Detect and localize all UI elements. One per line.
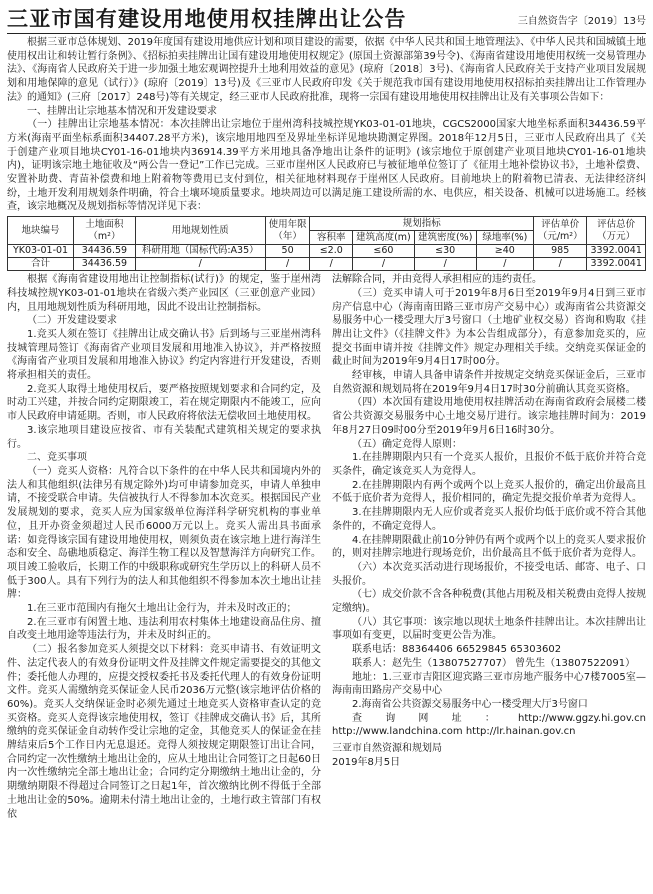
left-column-paragraph: 二、竞买事项 bbox=[27, 452, 87, 464]
cell-parcel-no: 合计 bbox=[8, 258, 74, 271]
right-column-paragraph: 查询网址：http://www.ggzy.hi.gov.cn http://www.landchina.com http://lr.hainan.gov.cn bbox=[332, 712, 646, 738]
cell-green: / bbox=[476, 258, 534, 271]
issuing-organization: 三亚市自然资源和规划局 bbox=[332, 743, 442, 755]
left-column-paragraph: 1.在三亚市范围内有拖欠土地出让金行为，并未及时改正的； bbox=[27, 603, 297, 615]
full-width-section bbox=[7, 36, 646, 271]
right-column-paragraph: （七）成交价款不含各种税费(其他占用税及相关税费由竞得人按规定缴纳)。 bbox=[332, 589, 646, 615]
section-heading: 一、挂牌出让宗地基本情况和开发建设要求 bbox=[27, 105, 217, 117]
cell-density: / bbox=[414, 258, 476, 271]
table-row bbox=[8, 258, 646, 271]
left-column-paragraph: （一）竞买人资格：凡符合以下条件的在中华人民共和国境内外的法人和其他组织(法律另有规定除外)均可申请参加竞买，申请人单独申请，不接受联合申请。失信被执行人不得参加本次竞买。根据国民产业发展规划的要求，竞买人应为国家级单位海洋科学研究机构的事业单位，且开办资金须超过人民币6000万元以上。竞买人需出具书面承诺：如竞得该宗国有建设用地使用权，则须负责在该宗地上进行海洋生态和安全、岛礁地质稳定、海洋生物工程以及智慧海洋方向研究工作。项目竣工验收后，长期工作的中级职称或研究生学历以上的科研人员不低于300人。具有下列行为的法人和其他组织不得参加本次土地出让挂牌： bbox=[7, 465, 321, 601]
header-unit-price-label: 评估单价 bbox=[541, 218, 580, 230]
cell-area: 34436.59 bbox=[74, 245, 136, 258]
left-column bbox=[7, 273, 321, 821]
right-column-paragraph: 经审核，申请人具备申请条件并按规定交纳竞买保证金后，三亚市自然资源和规划局将在2019年9月4日17时30分前确认其竞买资格。 bbox=[332, 370, 646, 395]
left-column-paragraph: 3.该宗地项目建设应按省、市有关装配式建筑相关规定的要求执行。 bbox=[7, 424, 321, 450]
right-column-paragraph: 1.在挂牌期限内只有一个竞买人报价，且报价不低于底价并符合竞买条件，确定该竞买人为竞得人。 bbox=[332, 452, 646, 477]
cell-height: / bbox=[353, 258, 415, 271]
cell-land-use: 科研用地（国标代码:A35） bbox=[135, 245, 265, 258]
cell-far: ≤2.0 bbox=[310, 245, 353, 258]
cell-unit-price: 985 bbox=[534, 245, 587, 258]
document-number: 三自然资告字〔2019〕13号 bbox=[517, 16, 646, 27]
right-column-paragraph: 3.在挂牌期限内无人应价或者竞买人报价均低于底价或不符合其他条件的，不确定竞得人。 bbox=[332, 507, 646, 532]
header-green: 绿地率(%) bbox=[476, 231, 534, 245]
cell-far: / bbox=[310, 258, 353, 271]
right-column-paragraph: （六）本次竞买活动进行现场报价，不接受电话、邮寄、电子、口头报价。 bbox=[332, 561, 646, 587]
parcel-table bbox=[7, 216, 646, 271]
header-far: 容积率 bbox=[310, 231, 353, 245]
left-column-paragraph: 根据《海南省建设用地出让控制指标(试行)》的规定，鉴于崖州湾科技城控规YK03-01-01地块在省级六类产业园区（三亚创意产业园）内，且用地规划性质为科研用地，因此不设出让控制指标。 bbox=[7, 274, 321, 313]
header-height: 建筑高度(m) bbox=[353, 231, 415, 245]
notice-header bbox=[7, 3, 646, 34]
cell-term: 50 bbox=[265, 245, 310, 258]
left-column-paragraph: （二）报名参加竞买人须提交以下材料：竞买申请书、有效证明文件、法定代表人的有效身份证明文件及挂牌文件规定需要提交的其他文件；委托他人办理的，应提交授权委托书及委托代理人的有效身份证明文件。竞买人需缴纳竞买保证金人民币2036万元整(该宗地评估价格的60%)。竞买人交纳保证金时必须先通过土地竞买人资格审查认定的竞买资格。竞买人竞得该宗地使用权，签订《挂牌成交确认书》后，其所缴纳的竞买保证金自动转作受让宗地的定金，其他竞买人的保证金在挂牌结束后5个工作日内无息退还。竞得人须按规定期限签订出让合同，合同约定一次性缴纳土地出让金的，应从土地出让合同签订之日起60日内一次性缴纳完全部土地出让金；合同约定分期缴纳土地出让金的，分期缴纳期限不得超过合同签订之日起1年，首次缴纳比例不得低于全部土地出让金的50%。逾期未付清土地出让金的，土地行政主管部门有权依 bbox=[7, 644, 321, 820]
right-column-paragraph: （五）确定竞得人原则： bbox=[352, 438, 462, 450]
right-column bbox=[332, 273, 646, 821]
cell-total-price: 3392.0041 bbox=[587, 245, 646, 258]
notice-title: 三亚市国有建设用地使用权挂牌出让公告 bbox=[7, 7, 407, 31]
header-total-price bbox=[587, 217, 646, 245]
right-column-paragraph: 2.海南省公共资源交易服务中心一楼受理大厅3号窗口 bbox=[352, 698, 588, 710]
header-term-label: 使用年限 bbox=[268, 218, 307, 230]
header-unit-price-unit: （元/m²） bbox=[537, 230, 583, 242]
table-header-row bbox=[8, 217, 646, 231]
subsection-heading: （一）挂牌出让宗地基本情况： bbox=[27, 119, 170, 131]
right-column-paragraph: 联系人：赵先生（13807527707） 曾先生（13807522091） bbox=[352, 657, 636, 669]
header-term-unit: （年） bbox=[273, 230, 302, 242]
right-column-paragraph: （八）其它事项：该宗地以现状土地条件挂牌出让。本次挂牌出让事项如有变更，以届时变更公告为准。 bbox=[332, 616, 646, 642]
right-column-paragraph: 联系电话：88364406 66529845 65303602 bbox=[352, 644, 562, 656]
cell-area: 34436.59 bbox=[74, 258, 136, 271]
cell-density: ≤30 bbox=[414, 245, 476, 258]
two-column-body bbox=[7, 273, 646, 821]
header-area-unit: （m²） bbox=[88, 230, 121, 242]
right-column-paragraph: （四）本次国有建设用地使用权挂牌活动在海南省政府会展楼二楼省公共资源交易服务中心土地交易厅进行。该宗地挂牌时间为：2019年8月27日09时00分至2019年9月6日16时30分。 bbox=[332, 397, 646, 436]
issue-date: 2019年8月5日 bbox=[332, 756, 401, 768]
right-column-paragraph: （三）竞买申请人可于2019年8月6日至2019年9月4日到三亚市房产信息中心（海南南田路三亚市房产交易中心）或海南省公共资源交易服务中心一楼受理大厅3号窗口（土地矿业权交易）咨询和购取《挂牌出让文件》（《挂牌文件》为本公告组成部分），有意参加竞买的，应提交书面申请并按《挂牌文件》规定办理相关手续。交纳竞买保证金的截止时间为2019年9月4日17时00分。 bbox=[332, 287, 646, 368]
subsection-text: 本次挂牌出让宗地位于崖州湾科技城控规YK03-01-01地块，CGCS2000国家大地坐标系面积34436.59平方米(海南平面坐标系面积34407.28平方米)，该宗地用地四至及界址坐标详见地块勘测定界图。2018年12月5日，三亚市人民政府出具了《关于创建产业项目地块CY01-16-01地块内36914.39平方米用地具备净地出让条件的证明》(该宗地位于原创建产业项目地块CY01-16-01地块内)，证明该宗地土地征收及“两公告一登记”工作已完成。三亚市崖州区人民政府已与被征地单位签订了《征用土地补偿协议书》，土地补偿费、安置补助费、青苗补偿费和地上附着物等费用已支付到位，相关征地材料现存于崖州区人民政府。目前地块上的附着物已清表、无法律经济纠纷，土地开发利用规划条件明确，符合土壤环境质量要求。地块周边可以满足施工建设所需的水、电供应，相关设备、机械可以进场施工。经核查，该宗地概况及规划指标等情况详见下表： bbox=[7, 119, 646, 213]
table-row bbox=[8, 245, 646, 258]
right-column-paragraph: 4.在挂牌期限截止前10分钟仍有两个或两个以上的竞买人要求报价的，则对挂牌宗地进行现场竞价，出价最高且不低于底价者为竞得人。 bbox=[332, 534, 646, 560]
left-column-paragraph: 1.竞买人须在签订《挂牌出让成交确认书》后到场与三亚崖州湾科技城管理局签订《海南省产业项目发展和用地准入协议》，并严格按照《海南省产业项目发展和用地准入协议》约定内容进行开发建设，否则将承担相关的责任。 bbox=[7, 328, 321, 382]
header-unit-price bbox=[534, 217, 587, 245]
cell-land-use: / bbox=[135, 258, 265, 271]
right-column-paragraph: 地址：1.三亚市吉阳区迎宾路三亚市房地产服务中心7楼7005室—海南南田路房产交易中心 bbox=[332, 671, 646, 697]
header-term bbox=[265, 217, 310, 245]
header-parcel-no: 地块编号 bbox=[8, 217, 74, 245]
header-area-label: 土地面积 bbox=[85, 218, 124, 230]
cell-parcel-no: YK03-01-01 bbox=[8, 245, 74, 258]
cell-total-price: 3392.0041 bbox=[587, 258, 646, 271]
header-total-price-label: 评估总价 bbox=[597, 218, 636, 230]
right-column-paragraph: 法解除合同，并由竞得人承担相应的违约责任。 bbox=[332, 274, 542, 286]
signature-block bbox=[332, 742, 646, 769]
header-density: 建筑密度(%) bbox=[414, 231, 476, 245]
header-area bbox=[74, 217, 136, 245]
header-total-price-unit: （万元） bbox=[597, 230, 636, 242]
right-column-paragraphs bbox=[332, 273, 646, 739]
cell-term: / bbox=[265, 258, 310, 271]
left-column-paragraph: （二）开发建设要求 bbox=[27, 315, 117, 327]
header-land-use: 用地规划性质 bbox=[135, 217, 265, 245]
right-column-paragraph: 2.在挂牌期限内有两个或两个以上竞买人报价的，确定出价最高且不低于底价者为竞得人，报价相同的，确定先提交报价单者为竞得人。 bbox=[332, 479, 646, 505]
left-column-paragraph: 2.在三亚市有闲置土地、违法利用农村集体土地建设商品住房、擅自改变土地用途等违法行为，并未及时纠正的。 bbox=[7, 616, 321, 642]
cell-height: ≤60 bbox=[353, 245, 415, 258]
parcel-description bbox=[7, 118, 646, 214]
left-column-paragraph: 2.竞买人取得土地使用权后，要严格按照规划要求和合同约定，及时动工兴建，并按合同约定期限竣工，若在规定期限内不能竣工，应向市人民政府申请延期。否则，市人民政府将依法无偿收回土地使用权。 bbox=[7, 383, 321, 423]
cell-unit-price: / bbox=[534, 258, 587, 271]
cell-green: ≥40 bbox=[476, 245, 534, 258]
header-planning: 规划指标 bbox=[310, 217, 534, 231]
intro-paragraph: 根据三亚市总体规划、2019年度国有建设用地供应计划和项目建设的需要，依据《中华人民共和国土地管理法》、《中华人民共和国城镇土地使用权出让和转让暂行条例》、《招标拍卖挂牌出让国有建设用地使用权规定》(原国土资源部第39号令)、《海南省建设用地使用权统一交易管理办法》、《海南省人民政府关于进一步加强土地宏观调控提升土地利用效益的意见》(琼府〔2018〕3号)、《海南省人民政府关于支持产业项目发展规划和用地保障的意见（试行）》(琼府〔2019〕13号)及《三亚市人民政府印发《关于规范我市国有建设用地使用权招标拍卖挂牌出让工作管理办法》的通知》(三府〔2017〕248号)等有关规定，经三亚市人民政府批准，现将一宗国有建设用地使用权挂牌出让及有关事项公告如下： bbox=[7, 37, 646, 103]
